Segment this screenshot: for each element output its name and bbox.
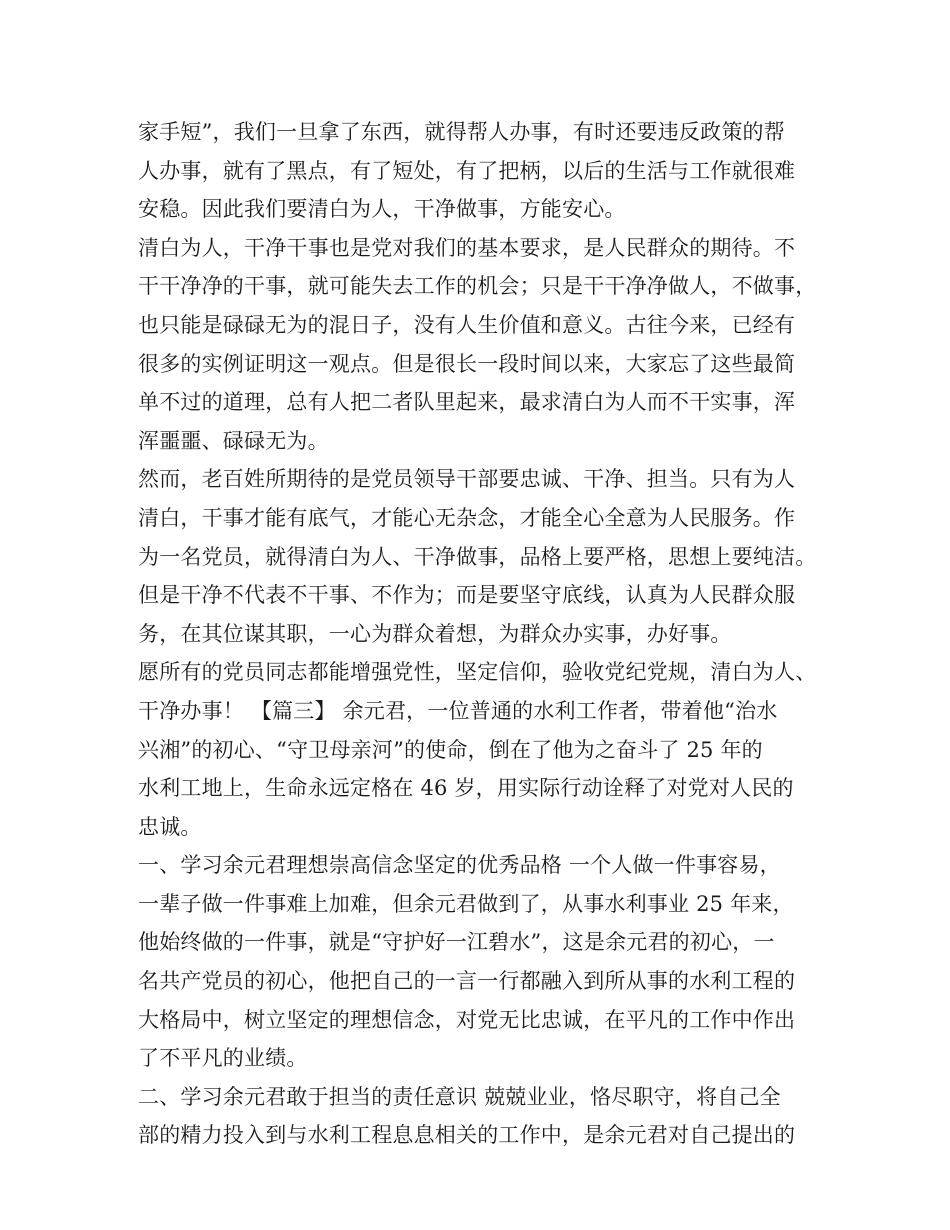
text-line: 他始终做的一件事，就是“守护好一江碧水”，这是余元君的初心，一 [138,930,775,955]
text-line: 一辈子做一件事难上加难，但余元君做到了，从事水利事业 25 年来， [138,891,794,916]
text-line: 水利工地上，生命永远定格在 46 岁，用实际行动诠释了对党对人民的 [138,776,794,801]
text-line: 安稳。因此我们要清白为人，干净做事，方能安心。 [138,197,626,222]
text-line: 干干净净的干事，就可能失去工作的机会；只是干干净净做人，不做事， [138,274,817,299]
text-line: 单不过的道理，总有人把二者队里起来，最求清白为人而不干实事，浑 [138,390,796,415]
text-line: 大格局中，树立坚定的理想信念，对党无比忠诚，在平凡的工作中作出 [138,1007,796,1032]
text-line: 了不平凡的业绩。 [138,1046,308,1071]
text-line: 也只能是碌碌无为的混日子，没有人生价值和意义。古往今来，已经有 [138,312,796,337]
text-line: 务，在其位谋其职，一心为群众着想，为群众办实事，办好事。 [138,621,732,646]
text-line: 但是干净不代表不干事、不作为；而是要坚守底线，认真为人民群众服 [138,583,796,608]
document-body [138,113,828,1155]
text-line: 浑噩噩、碌碌无为。 [138,428,329,453]
text-line: 名共产党员的初心，他把自己的一言一行都融入到所从事的水利工程的 [138,969,796,994]
text-line: 干净办事！ 【篇三】 余元君，一位普通的水利工作者，带着他“治水 [138,698,778,723]
text-line: 清白，干事才能有底气，才能心无杂念，才能全心全意为人民服务。作 [138,505,796,530]
text-line: 一、学习余元君理想崇高信念坚定的优秀品格 一个人做一件事容易， [138,853,781,878]
text-line: 二、学习余元君敢于担当的责任意识 兢兢业业，恪尽职守，将自己全 [138,1084,781,1109]
text-line: 愿所有的党员同志都能增强党性，坚定信仰，验收党纪党规，清白为人、 [138,660,817,685]
text-line: 清白为人，干净干事也是党对我们的基本要求，是人民群众的期待。不 [138,235,796,260]
text-line: 很多的实例证明这一观点。但是很长一段时间以来，大家忘了这些最简 [138,351,796,376]
text-line: 人办事，就有了黑点，有了短处，有了把柄，以后的生活与工作就很难 [138,158,796,183]
text-line: 兴湘”的初心、“守卫母亲河”的使命，倒在了他为之奋斗了 25 年的 [138,737,763,762]
text-line: 然而，老百姓所期待的是党员领导干部要忠诚、干净、担当。只有为人 [138,467,796,492]
text-line: 忠诚。 [138,814,202,839]
text-line: 部的精力投入到与水利工程息息相关的工作中，是余元君对自己提出的 [138,1123,796,1148]
text-line: 为一名党员，就得清白为人、干净做事，品格上要严格，思想上要纯洁。 [138,544,817,569]
text-line: 家手短”，我们一旦拿了东西，就得帮人办事，有时还要违反政策的帮 [138,120,785,144]
